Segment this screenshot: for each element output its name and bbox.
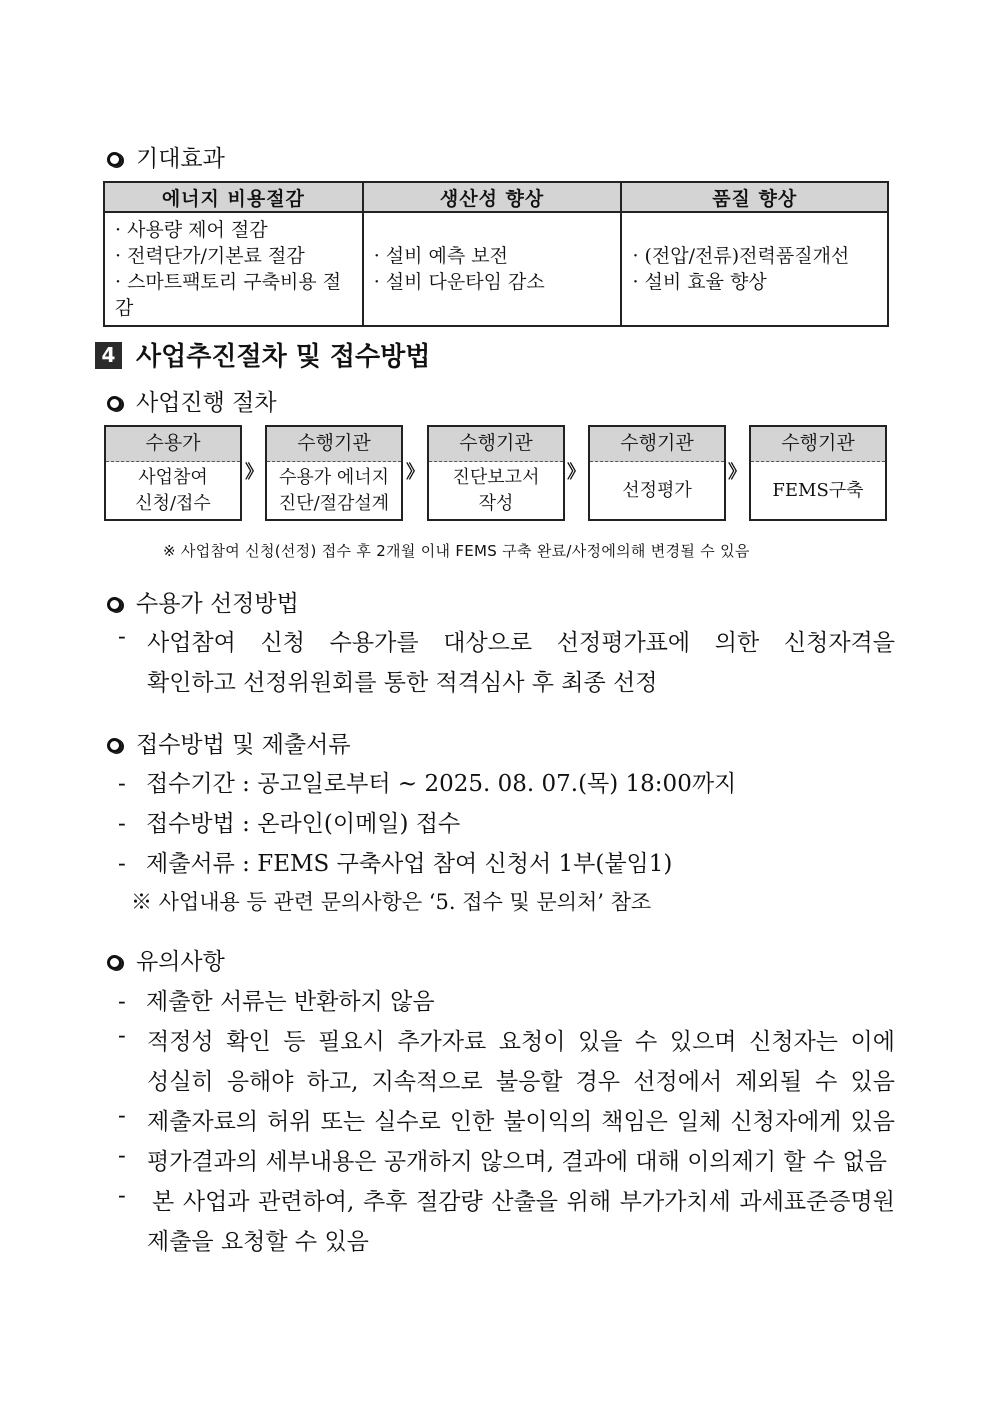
dash-bullet: - xyxy=(118,1143,126,1169)
arrow-icon: 》 xyxy=(406,462,424,483)
list-item: 평가결과의 세부내용은 공개하지 않으며, 결과에 대해 이의제기 할 수 없음 xyxy=(147,1149,887,1175)
list-item: - 접수방법 : 온라인(이메일) 접수 xyxy=(118,811,461,837)
dash-bullet: - xyxy=(118,1103,126,1129)
cautions-heading: 유의사항 xyxy=(107,943,225,976)
circle-bullet-icon xyxy=(107,955,122,970)
arrow-icon: 》 xyxy=(245,462,263,483)
procedure-note: ※ 사업참여 신청(선정) 접수 후 2개월 이내 FEMS 구축 완료/사정에의해 변경될 수 있음 xyxy=(163,542,750,560)
circle-bullet-icon xyxy=(107,152,122,167)
circle-bullet-icon xyxy=(107,396,122,411)
process-step: 수행기관 선정평가 xyxy=(588,425,726,521)
list-item-continued: 제출을 요청할 수 있음 xyxy=(147,1229,369,1255)
list-item: - 접수기간 : 공고일로부터 ~ 2025. 08. 07.(목) 18:00까지 xyxy=(118,771,737,797)
column-header: 에너지 비용절감 xyxy=(104,182,363,212)
table-cell: · 설비 예측 보전 · 설비 다운타임 감소 xyxy=(363,212,622,326)
selection-text-line1: 사업참여 신청 수용가를 대상으로 선정평가표에 의한 신청자격을 xyxy=(147,630,895,656)
list-item-continued: 성실히 응해야 하고, 지속적으로 불응할 경우 선정에서 제외될 수 있음 xyxy=(147,1069,895,1095)
list-item: 본 사업과 관련하여, 추후 절감량 산출을 위해 부가가치세 과세표준증명원 xyxy=(152,1189,895,1215)
circle-bullet-icon xyxy=(107,597,122,612)
selection-text-line2: 확인하고 선정위원회를 통한 적격심사 후 최종 선정 xyxy=(147,670,658,696)
procedure-heading: 사업진행 절차 xyxy=(107,384,277,417)
dash-bullet: - xyxy=(118,624,126,650)
list-item: 제출자료의 허위 또는 실수로 인한 불이익의 책임은 일체 신청자에게 있음 xyxy=(147,1109,895,1135)
arrow-icon: 》 xyxy=(567,462,585,483)
arrow-icon: 》 xyxy=(728,462,746,483)
list-item: - 제출한 서류는 반환하지 않음 xyxy=(118,989,435,1015)
expected-effects-heading: 기대효과 xyxy=(107,140,225,173)
section-number: 4 xyxy=(95,342,122,369)
column-header: 생산성 향상 xyxy=(363,182,622,212)
table-cell: · 사용량 제어 절감 · 전력단가/기본료 절감 · 스마트팩토리 구축비용 절감 xyxy=(104,212,363,326)
submission-note: ※ 사업내용 등 관련 문의사항은 ‘5. 접수 및 문의처’ 참조 xyxy=(131,890,652,914)
section-title: 사업추진절차 및 접수방법 xyxy=(136,342,431,372)
process-step: 수행기관 FEMS구축 xyxy=(749,425,887,521)
list-item: 적정성 확인 등 필요시 추가자료 요청이 있을 수 있으며 신청자는 이에 xyxy=(147,1029,895,1055)
submission-heading: 접수방법 및 제출서류 xyxy=(107,726,351,759)
dash-bullet: - xyxy=(118,1023,126,1049)
table-cell: · (전압/전류)전력품질개선 · 설비 효율 향상 xyxy=(621,212,888,326)
list-item: - 제출서류 : FEMS 구축사업 참여 신청서 1부(붙임1) xyxy=(118,851,673,877)
dash-bullet: - xyxy=(118,1183,126,1209)
circle-bullet-icon xyxy=(107,738,122,753)
process-step: 수행기관 진단보고서 작성 xyxy=(427,425,565,521)
process-step: 수용가 사업참여 신청/접수 xyxy=(104,425,242,521)
column-header: 품질 향상 xyxy=(621,182,888,212)
process-step: 수행기관 수용가 에너지 진단/절감설계 xyxy=(265,425,403,521)
selection-heading: 수용가 선정방법 xyxy=(107,585,299,618)
section-heading xyxy=(95,336,430,373)
expected-effects-table xyxy=(103,181,889,327)
